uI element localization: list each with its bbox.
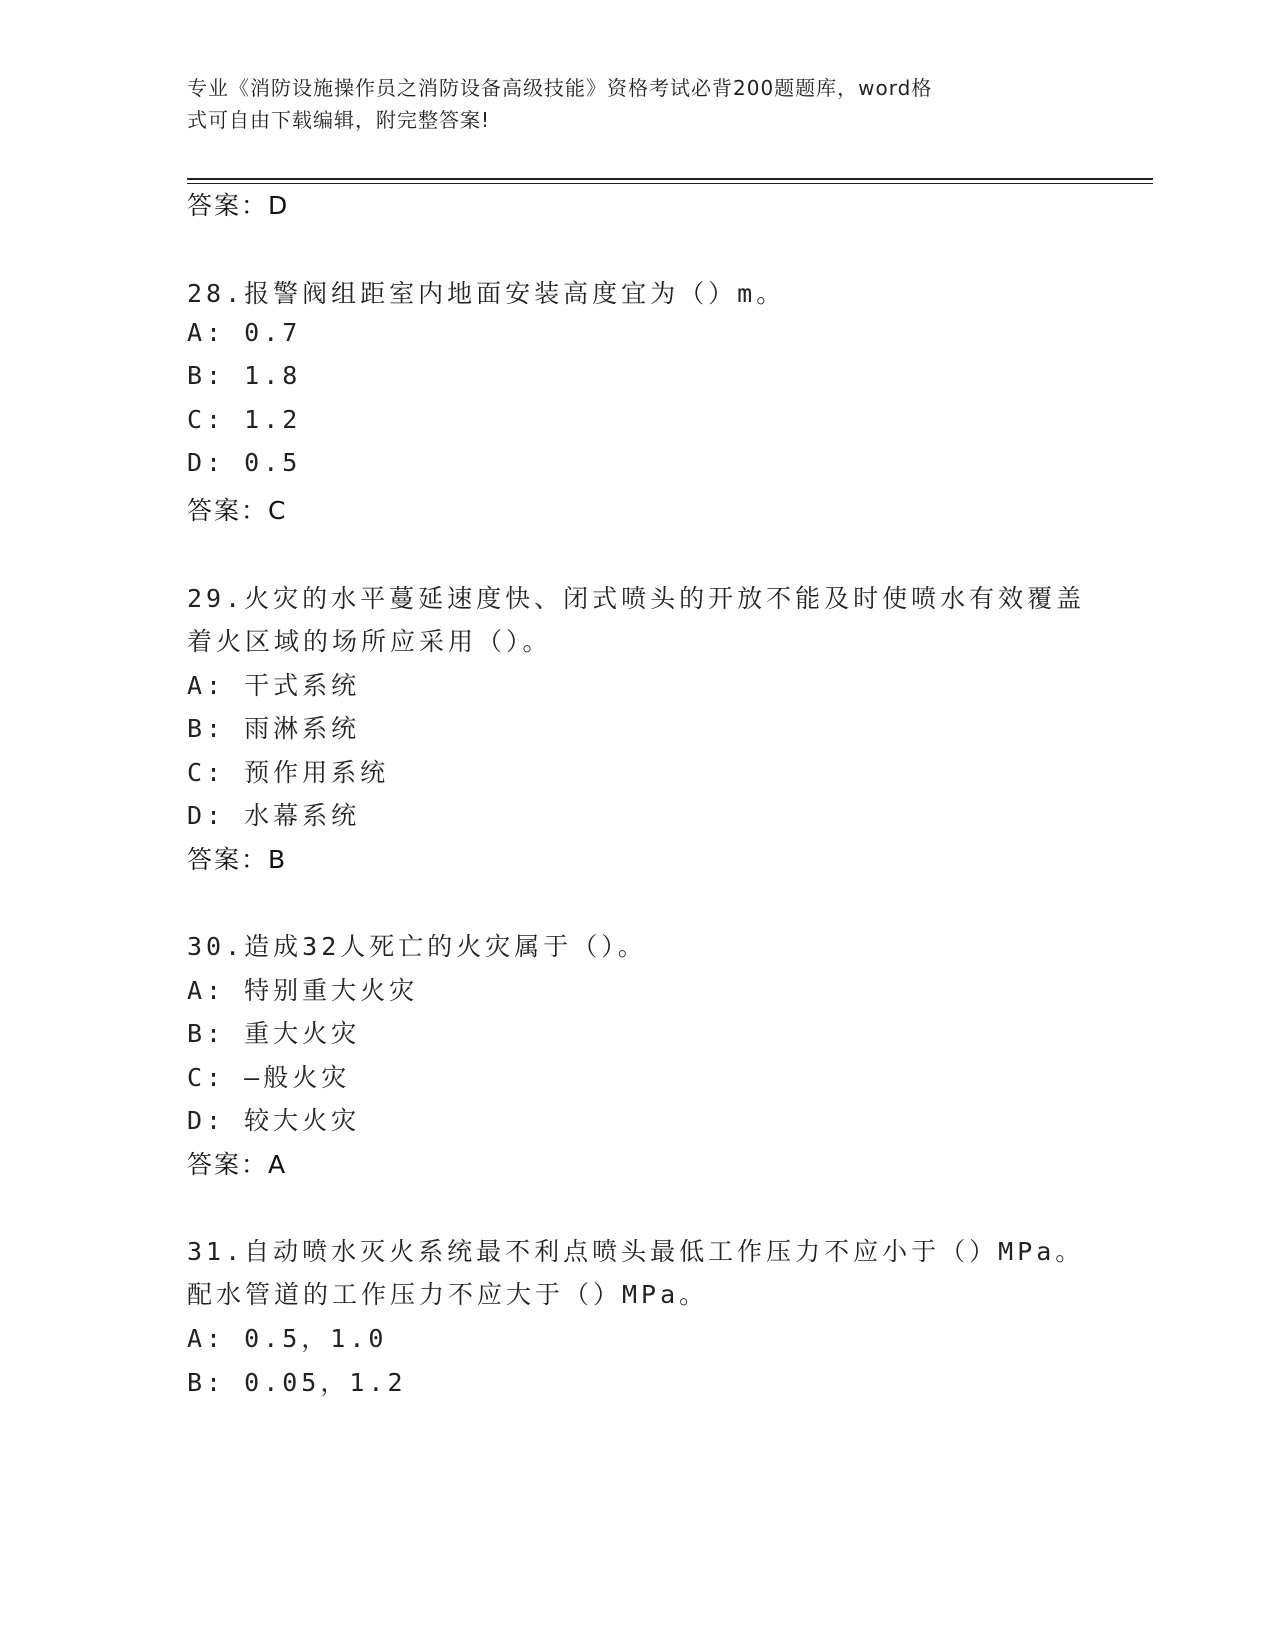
header-line-1: 专业《消防设施操作员之消防设备高级技能》资格考试必背200题题库，word格 [187, 76, 933, 100]
question-29-stem-line-2: 着火区域的场所应采用（）。 [187, 627, 552, 656]
question-30-stem: 30.造成32人死亡的火灾属于（）。 [187, 932, 647, 961]
question-29-stem-line-1: 29.火灾的水平蔓延速度快、闭式喷头的开放不能及时使喷水有效覆盖 [187, 584, 1086, 613]
question-30-option-b: B: 重大火灾 [187, 1019, 361, 1048]
previous-answer: 答案：D [187, 191, 290, 220]
question-30-option-a: A: 特别重大火灾 [187, 976, 419, 1005]
question-31-option-b: B: 0.05，1.2 [187, 1368, 407, 1397]
question-29-option-b: B: 雨淋系统 [187, 714, 361, 743]
question-28-option-d: D: 0.5 [187, 448, 302, 477]
question-28-option-b: B: 1.8 [187, 361, 302, 390]
question-31-stem-line-1: 31.自动喷水灭火系统最不利点喷头最低工作压力不应小于（）MPa。 [187, 1237, 1085, 1266]
header-line-2: 式可自由下载编辑，附完整答案! [187, 108, 491, 132]
question-31-stem-line-2: 配水管道的工作压力不应大于（）MPa。 [187, 1280, 709, 1309]
question-29-answer: 答案：B [187, 845, 288, 874]
question-31-option-a: A: 0.5，1.0 [187, 1324, 388, 1353]
question-30-option-d: D: 较大火灾 [187, 1106, 361, 1135]
question-29-option-d: D: 水幕系统 [187, 801, 361, 830]
question-30-answer: 答案：A [187, 1150, 288, 1179]
question-29-option-c: C: 预作用系统 [187, 758, 390, 787]
question-28-answer: 答案：C [187, 496, 288, 525]
header-divider [187, 178, 1153, 180]
question-30-option-c: C: —般火灾 [187, 1063, 351, 1092]
document-header [187, 72, 1067, 136]
question-28-option-c: C: 1.2 [187, 405, 302, 434]
question-28-option-a: A: 0.7 [187, 318, 302, 347]
question-29-option-a: A: 干式系统 [187, 671, 361, 700]
header-divider-thin [187, 183, 1153, 184]
question-28-stem: 28.报警阀组距室内地面安装高度宜为（）m。 [187, 279, 786, 308]
